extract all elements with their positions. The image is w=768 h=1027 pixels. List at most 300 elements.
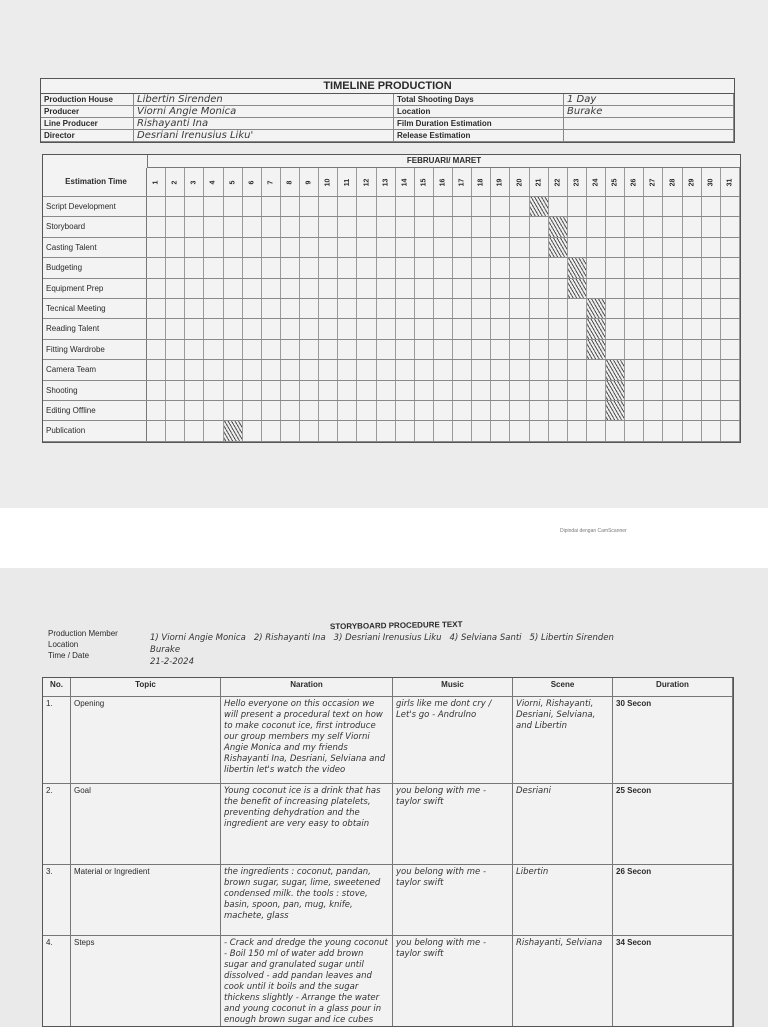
day-cell bbox=[262, 238, 281, 257]
day-cell bbox=[262, 299, 281, 318]
estimation-time-label: Estimation Time bbox=[43, 168, 147, 196]
day-cell bbox=[377, 197, 396, 216]
day-cell bbox=[204, 340, 223, 359]
page-gap bbox=[0, 508, 768, 568]
day-cell bbox=[262, 340, 281, 359]
day-cell bbox=[721, 340, 740, 359]
meta-label-date: Time / Date bbox=[48, 651, 90, 660]
day-cell bbox=[625, 238, 644, 257]
day-cell bbox=[243, 401, 262, 420]
day-number: 4 bbox=[209, 180, 217, 184]
timeline-task-row bbox=[43, 381, 740, 401]
day-cell bbox=[510, 238, 529, 257]
row-number: 4. bbox=[43, 936, 71, 1026]
scheduled-cell bbox=[568, 258, 587, 277]
day-cell bbox=[147, 421, 166, 440]
day-cell bbox=[625, 401, 644, 420]
day-cell bbox=[338, 381, 357, 400]
day-cell bbox=[491, 360, 510, 379]
day-cell bbox=[377, 401, 396, 420]
day-number: 1 bbox=[152, 180, 160, 184]
day-cell bbox=[185, 197, 204, 216]
day-cell bbox=[663, 217, 682, 236]
day-cell bbox=[606, 299, 625, 318]
day-cell bbox=[530, 217, 549, 236]
day-cell bbox=[396, 217, 415, 236]
day-cell bbox=[338, 258, 357, 277]
day-cell bbox=[166, 279, 185, 298]
day-cell bbox=[510, 299, 529, 318]
day-header-cell bbox=[300, 168, 319, 196]
day-cell bbox=[224, 360, 243, 379]
day-cell bbox=[491, 421, 510, 440]
day-cell bbox=[377, 319, 396, 338]
day-cell bbox=[147, 360, 166, 379]
storyboard-title: STORYBOARD PROCEDURE TEXT bbox=[329, 619, 463, 632]
day-cell bbox=[702, 238, 721, 257]
day-header-cell bbox=[453, 168, 472, 196]
day-header-cell bbox=[357, 168, 376, 196]
row-music: you belong with me - taylor swift bbox=[393, 865, 513, 935]
day-cell bbox=[357, 319, 376, 338]
storyboard-meta-labels bbox=[48, 628, 118, 661]
day-cell bbox=[625, 217, 644, 236]
day-cell bbox=[224, 238, 243, 257]
day-cell bbox=[663, 258, 682, 277]
day-cell bbox=[587, 421, 606, 440]
day-cell bbox=[147, 401, 166, 420]
day-cell bbox=[683, 279, 702, 298]
column-header: Topic bbox=[71, 678, 221, 696]
column-header: Duration bbox=[613, 678, 733, 696]
day-cell bbox=[147, 279, 166, 298]
members-list bbox=[150, 633, 614, 644]
day-cell bbox=[549, 401, 568, 420]
production-header-table bbox=[40, 78, 735, 143]
day-header-cell bbox=[606, 168, 625, 196]
meta-label-members: Production Member bbox=[48, 629, 118, 638]
day-cell bbox=[204, 360, 223, 379]
day-cell bbox=[338, 197, 357, 216]
day-cell bbox=[224, 217, 243, 236]
day-cell bbox=[472, 217, 491, 236]
day-cell bbox=[147, 238, 166, 257]
day-cell bbox=[510, 217, 529, 236]
day-cell bbox=[396, 401, 415, 420]
task-name: Shooting bbox=[43, 381, 147, 400]
day-cell bbox=[415, 279, 434, 298]
day-cell bbox=[377, 299, 396, 318]
column-header: Music bbox=[393, 678, 513, 696]
day-cell bbox=[625, 258, 644, 277]
day-cell bbox=[185, 319, 204, 338]
day-cell bbox=[683, 360, 702, 379]
day-cell bbox=[319, 340, 338, 359]
row-number: 3. bbox=[43, 865, 71, 935]
timeline-task-row bbox=[43, 319, 740, 339]
day-cell bbox=[606, 279, 625, 298]
day-cell bbox=[224, 258, 243, 277]
day-cell bbox=[319, 360, 338, 379]
task-name: Publication bbox=[43, 421, 147, 440]
day-cell bbox=[415, 319, 434, 338]
day-cell bbox=[204, 217, 223, 236]
day-cell bbox=[281, 340, 300, 359]
day-cell bbox=[396, 258, 415, 277]
day-cell bbox=[472, 421, 491, 440]
day-cell bbox=[683, 340, 702, 359]
day-cell bbox=[396, 238, 415, 257]
day-cell bbox=[453, 319, 472, 338]
day-cell bbox=[644, 238, 663, 257]
day-cell bbox=[530, 319, 549, 338]
day-number: 23 bbox=[573, 178, 581, 186]
day-cell bbox=[606, 421, 625, 440]
day-cell bbox=[204, 279, 223, 298]
day-cell bbox=[262, 197, 281, 216]
day-header-cell bbox=[530, 168, 549, 196]
day-cell bbox=[702, 217, 721, 236]
day-header-cell bbox=[434, 168, 453, 196]
timeline-task-row bbox=[43, 238, 740, 258]
storyboard-header-row bbox=[43, 678, 733, 697]
day-cell bbox=[510, 421, 529, 440]
day-cell bbox=[338, 421, 357, 440]
row-naration: the ingredients : coconut, pandan, brown sugar, sugar, lime, sweetened condensed milk. the tools : stove, basin, spoon, pan, mug, knife, machete, glass bbox=[221, 865, 393, 935]
day-cell bbox=[549, 421, 568, 440]
day-header-cell bbox=[166, 168, 185, 196]
timeline-task-row bbox=[43, 421, 740, 441]
day-cell bbox=[204, 319, 223, 338]
day-cell bbox=[396, 319, 415, 338]
day-cell bbox=[319, 319, 338, 338]
day-cell bbox=[147, 299, 166, 318]
day-cell bbox=[396, 360, 415, 379]
day-cell bbox=[587, 238, 606, 257]
day-cell bbox=[377, 340, 396, 359]
day-cell bbox=[319, 197, 338, 216]
day-cell bbox=[453, 421, 472, 440]
day-number: 28 bbox=[668, 178, 676, 186]
day-cell bbox=[702, 381, 721, 400]
timeline-grid bbox=[42, 154, 741, 443]
location-value: Burake bbox=[150, 645, 181, 655]
day-cell bbox=[625, 421, 644, 440]
day-cell bbox=[415, 258, 434, 277]
day-cell bbox=[491, 258, 510, 277]
field-value bbox=[564, 130, 734, 142]
day-cell bbox=[396, 279, 415, 298]
day-number: 14 bbox=[401, 178, 409, 186]
day-cell bbox=[568, 360, 587, 379]
day-cell bbox=[357, 340, 376, 359]
timeline-task-row bbox=[43, 217, 740, 237]
day-cell bbox=[530, 401, 549, 420]
day-cell bbox=[377, 258, 396, 277]
day-cell bbox=[147, 381, 166, 400]
day-cell bbox=[204, 258, 223, 277]
day-cell bbox=[587, 217, 606, 236]
day-number: 30 bbox=[707, 178, 715, 186]
day-cell bbox=[243, 360, 262, 379]
day-cell bbox=[338, 340, 357, 359]
day-cell bbox=[262, 279, 281, 298]
day-cell bbox=[453, 360, 472, 379]
row-music: you belong with me - taylor swift bbox=[393, 784, 513, 864]
day-cell bbox=[549, 381, 568, 400]
day-cell bbox=[434, 319, 453, 338]
day-header-cell bbox=[587, 168, 606, 196]
day-cell bbox=[568, 217, 587, 236]
day-cell bbox=[549, 299, 568, 318]
day-cell bbox=[549, 197, 568, 216]
day-cell bbox=[262, 217, 281, 236]
day-header-cell bbox=[185, 168, 204, 196]
day-cell bbox=[281, 258, 300, 277]
day-cell bbox=[491, 197, 510, 216]
row-music: you belong with me - taylor swift bbox=[393, 936, 513, 1026]
day-header-cell bbox=[262, 168, 281, 196]
day-cell bbox=[491, 217, 510, 236]
day-cell bbox=[510, 258, 529, 277]
day-cell bbox=[166, 381, 185, 400]
day-cell bbox=[453, 299, 472, 318]
day-cell bbox=[300, 258, 319, 277]
day-header-cell bbox=[568, 168, 587, 196]
day-cell bbox=[262, 381, 281, 400]
day-cell bbox=[663, 279, 682, 298]
production-fields bbox=[41, 94, 734, 142]
day-cell bbox=[415, 217, 434, 236]
day-cell bbox=[510, 279, 529, 298]
day-cell bbox=[587, 381, 606, 400]
row-duration: 30 Secon bbox=[613, 697, 733, 783]
day-number: 17 bbox=[458, 178, 466, 186]
day-cell bbox=[243, 319, 262, 338]
day-cell bbox=[300, 421, 319, 440]
day-header-cell bbox=[510, 168, 529, 196]
day-cell bbox=[281, 197, 300, 216]
day-cell bbox=[530, 238, 549, 257]
day-cell bbox=[434, 217, 453, 236]
day-cell bbox=[683, 258, 702, 277]
day-cell bbox=[663, 197, 682, 216]
day-cell bbox=[262, 258, 281, 277]
day-cell bbox=[262, 360, 281, 379]
day-number: 25 bbox=[611, 178, 619, 186]
day-cell bbox=[415, 381, 434, 400]
day-cell bbox=[721, 299, 740, 318]
day-cell bbox=[702, 401, 721, 420]
day-cell bbox=[568, 299, 587, 318]
day-cell bbox=[472, 299, 491, 318]
day-cell bbox=[224, 197, 243, 216]
scheduled-cell bbox=[224, 421, 243, 440]
day-cell bbox=[568, 401, 587, 420]
day-cell bbox=[663, 340, 682, 359]
field-label: Producer bbox=[41, 106, 134, 118]
day-cell bbox=[663, 299, 682, 318]
day-number: 2 bbox=[171, 180, 179, 184]
day-cell bbox=[568, 319, 587, 338]
day-header-cell bbox=[491, 168, 510, 196]
day-cell bbox=[300, 340, 319, 359]
timeline-title: TIMELINE PRODUCTION bbox=[41, 79, 734, 94]
day-cell bbox=[472, 238, 491, 257]
day-number: 7 bbox=[267, 180, 275, 184]
scheduled-cell bbox=[587, 299, 606, 318]
day-cell bbox=[491, 279, 510, 298]
day-cell bbox=[204, 238, 223, 257]
day-cell bbox=[434, 381, 453, 400]
day-cell bbox=[568, 340, 587, 359]
day-number: 18 bbox=[477, 178, 485, 186]
day-cell bbox=[338, 238, 357, 257]
month-label: FEBRUARI/ MARET bbox=[147, 155, 740, 168]
day-number: 8 bbox=[286, 180, 294, 184]
day-cell bbox=[243, 217, 262, 236]
day-cell bbox=[319, 217, 338, 236]
day-cell bbox=[453, 258, 472, 277]
timeline-task-row bbox=[43, 401, 740, 421]
day-cell bbox=[396, 197, 415, 216]
day-cell bbox=[721, 217, 740, 236]
day-cell bbox=[357, 197, 376, 216]
field-label: Production House bbox=[41, 94, 134, 106]
day-header-cell bbox=[377, 168, 396, 196]
day-cell bbox=[568, 421, 587, 440]
day-cell bbox=[262, 421, 281, 440]
task-name: Camera Team bbox=[43, 360, 147, 379]
day-number: 20 bbox=[515, 178, 523, 186]
day-cell bbox=[377, 238, 396, 257]
day-cell bbox=[185, 360, 204, 379]
day-cell bbox=[472, 258, 491, 277]
column-header: No. bbox=[43, 678, 71, 696]
timeline-task-row bbox=[43, 360, 740, 380]
day-header-cell bbox=[644, 168, 663, 196]
day-number: 31 bbox=[726, 178, 734, 186]
day-cell bbox=[357, 421, 376, 440]
day-cell bbox=[721, 381, 740, 400]
day-cell bbox=[166, 217, 185, 236]
day-cell bbox=[300, 217, 319, 236]
day-cell bbox=[415, 401, 434, 420]
day-cell bbox=[300, 360, 319, 379]
day-cell bbox=[300, 401, 319, 420]
day-cell bbox=[281, 360, 300, 379]
day-cell bbox=[625, 319, 644, 338]
day-cell bbox=[224, 401, 243, 420]
day-cell bbox=[625, 279, 644, 298]
day-cell bbox=[243, 381, 262, 400]
day-cell bbox=[281, 217, 300, 236]
day-cell bbox=[147, 197, 166, 216]
storyboard-row bbox=[43, 784, 733, 865]
day-cell bbox=[453, 381, 472, 400]
scheduled-cell bbox=[549, 217, 568, 236]
day-cell bbox=[625, 360, 644, 379]
member-name: 3) Desriani Irenusius Liku bbox=[333, 633, 442, 643]
day-cell bbox=[243, 340, 262, 359]
day-cell bbox=[224, 279, 243, 298]
day-cell bbox=[644, 197, 663, 216]
day-cell bbox=[549, 258, 568, 277]
day-cell bbox=[663, 319, 682, 338]
day-cell bbox=[357, 258, 376, 277]
day-cell bbox=[224, 381, 243, 400]
day-cell bbox=[510, 360, 529, 379]
day-cell bbox=[549, 279, 568, 298]
member-name: 1) Viorni Angie Monica bbox=[150, 633, 246, 643]
day-cell bbox=[281, 421, 300, 440]
member-name: 4) Selviana Santi bbox=[449, 633, 522, 643]
day-cell bbox=[530, 279, 549, 298]
day-cell bbox=[663, 381, 682, 400]
scheduled-cell bbox=[606, 401, 625, 420]
day-cell bbox=[491, 299, 510, 318]
day-cell bbox=[644, 279, 663, 298]
day-cell bbox=[644, 319, 663, 338]
day-cell bbox=[415, 340, 434, 359]
field-value: Viorni Angie Monica bbox=[134, 106, 394, 118]
day-cell bbox=[377, 381, 396, 400]
day-cell bbox=[300, 279, 319, 298]
day-cell bbox=[185, 299, 204, 318]
day-header-cell bbox=[702, 168, 721, 196]
day-cell bbox=[510, 401, 529, 420]
day-number: 11 bbox=[343, 178, 351, 186]
day-cell bbox=[453, 340, 472, 359]
field-value: Burake bbox=[564, 106, 734, 118]
day-cell bbox=[721, 421, 740, 440]
scheduled-cell bbox=[549, 238, 568, 257]
day-cell bbox=[396, 299, 415, 318]
day-number: 6 bbox=[248, 180, 256, 184]
day-cell bbox=[204, 197, 223, 216]
row-music: girls like me dont cry / Let's go - Andrulno bbox=[393, 697, 513, 783]
day-cell bbox=[166, 401, 185, 420]
day-number: 13 bbox=[382, 178, 390, 186]
day-cell bbox=[510, 197, 529, 216]
day-cell bbox=[357, 360, 376, 379]
day-cell bbox=[472, 401, 491, 420]
row-duration: 25 Secon bbox=[613, 784, 733, 864]
day-header-cell bbox=[281, 168, 300, 196]
day-cell bbox=[434, 360, 453, 379]
day-cell bbox=[147, 319, 166, 338]
storyboard-table bbox=[42, 677, 734, 1027]
row-scene: Desriani bbox=[513, 784, 613, 864]
row-scene: Libertin bbox=[513, 865, 613, 935]
day-cell bbox=[147, 340, 166, 359]
field-label: Total Shooting Days bbox=[394, 94, 564, 106]
day-cell bbox=[702, 299, 721, 318]
day-cell bbox=[549, 360, 568, 379]
day-cell bbox=[491, 381, 510, 400]
day-cell bbox=[396, 421, 415, 440]
task-name: Script Development bbox=[43, 197, 147, 216]
day-cell bbox=[606, 258, 625, 277]
day-cell bbox=[357, 238, 376, 257]
day-cell bbox=[587, 360, 606, 379]
timeline-day-header bbox=[43, 168, 740, 197]
field-label: Film Duration Estimation bbox=[394, 118, 564, 130]
day-cell bbox=[415, 421, 434, 440]
timeline-task-row bbox=[43, 299, 740, 319]
day-cell bbox=[357, 381, 376, 400]
row-duration: 34 Secon bbox=[613, 936, 733, 1026]
